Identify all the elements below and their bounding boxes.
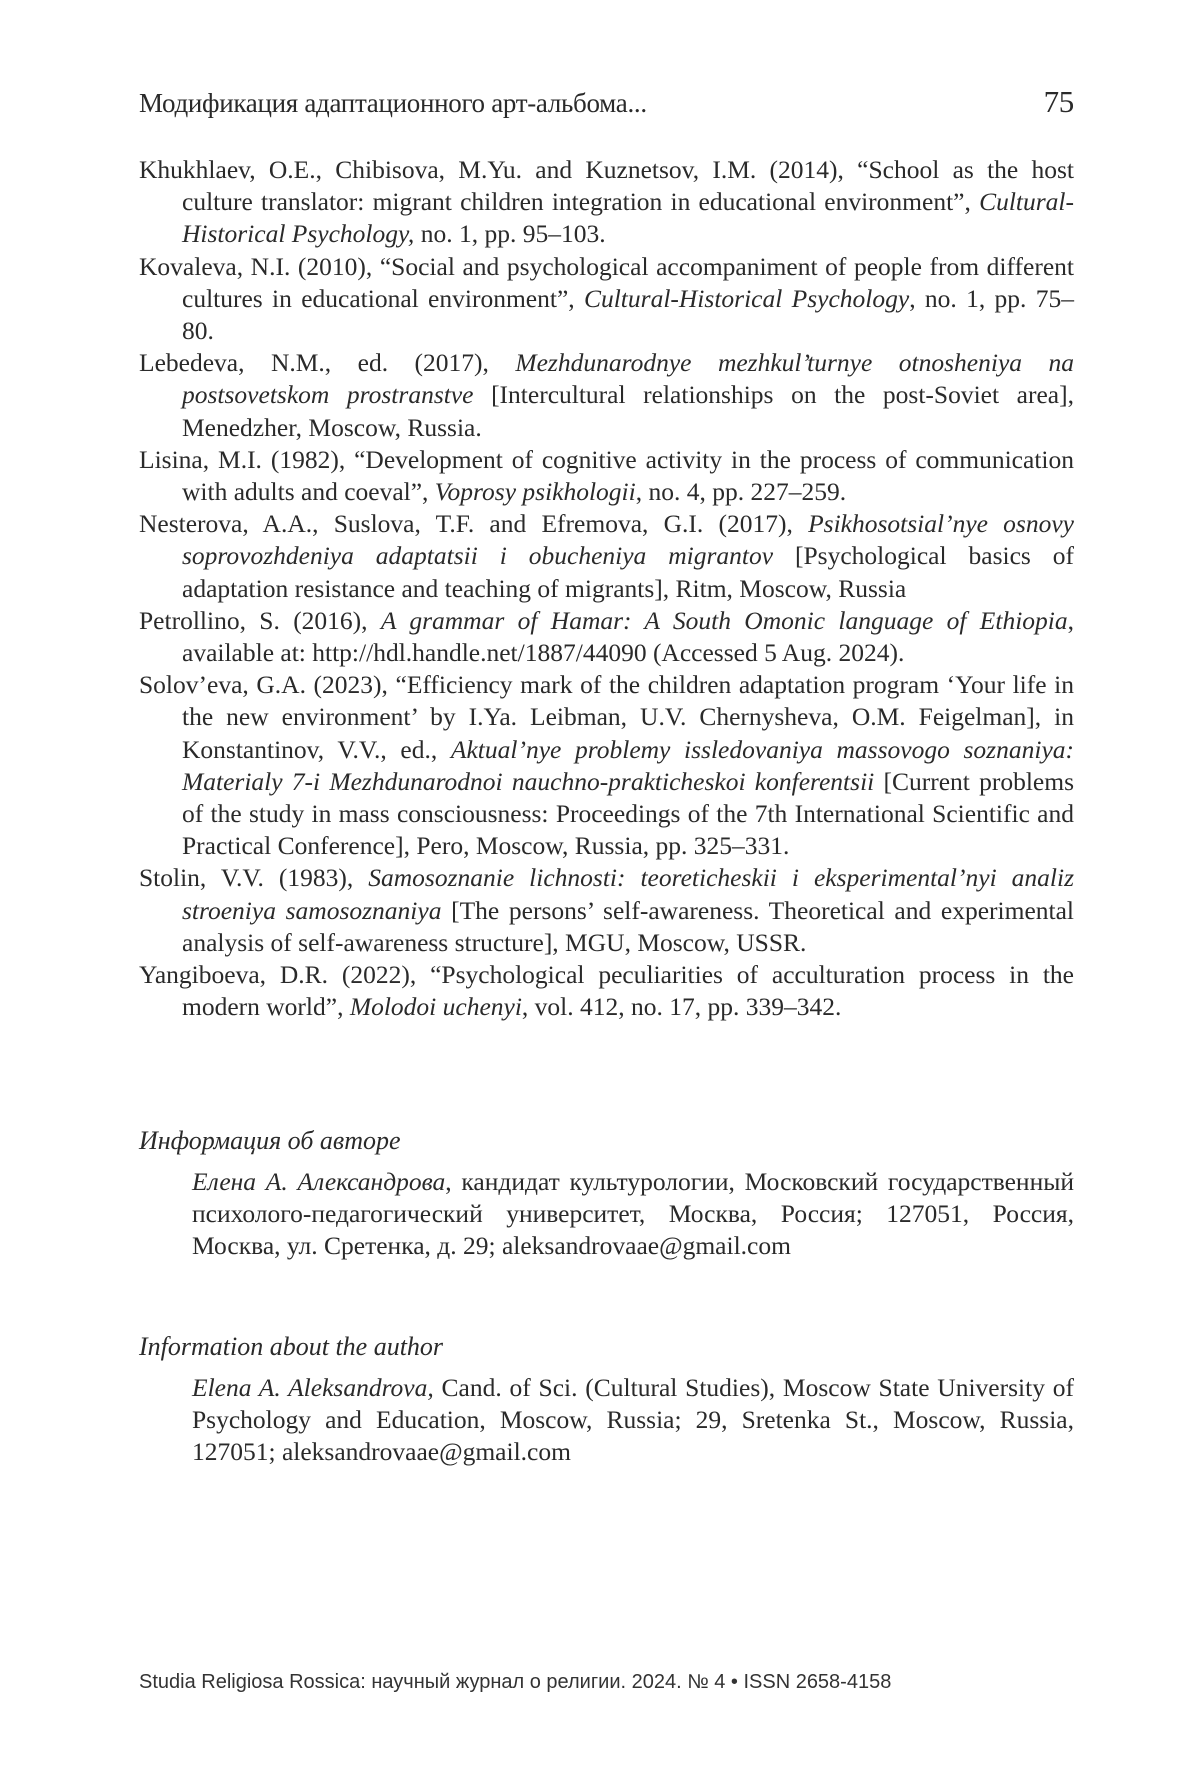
page-number: 75 xyxy=(1043,84,1074,119)
reference-source: Molodoi uchenyi xyxy=(349,992,522,1022)
running-title: Модификация адаптационного арт-альбома... xyxy=(139,88,647,118)
reference-item xyxy=(139,251,1074,348)
reference-source: Voprosy psikhologii xyxy=(434,477,636,507)
reference-text: , no. 1, pp. 75–80. xyxy=(182,283,1074,346)
reference-text: no. 1, pp. 95–103. xyxy=(414,219,606,249)
reference-item xyxy=(139,444,1074,508)
author-info-ru-title: Информация об авторе xyxy=(139,1126,401,1155)
reference-text: Petrollino, S. (2016), xyxy=(139,605,381,635)
reference-text: Lisina, M.I. (1982), “Development of cognitive activity in the process of communication with adults and coeval”, xyxy=(139,444,1074,507)
journal-footer: Studia Religiosa Rossica: научный журнал о религии. 2024. № 4 • ISSN 2658-4158 xyxy=(139,1671,892,1693)
author-name-en: Elena A. Aleksandrova, xyxy=(192,1373,434,1402)
reference-source: Mezhdunarodnye mezhkul’turnye otnosheniya na postsovetskom prostranstve xyxy=(182,348,1074,410)
reference-text: Nesterova, A.A., Suslova, T.F. and Efremova, G.I. (2017), xyxy=(139,509,809,539)
reference-text: Lebedeva, N.M., ed. (2017), xyxy=(139,348,516,378)
reference-item xyxy=(139,862,1074,959)
author-info-en xyxy=(192,1372,1074,1469)
reference-text: [Psychological basics of adaptation resistance and teaching of migrants], Ritm, Moscow, Russia xyxy=(182,541,1074,603)
reference-text: [Current problems of the study in mass consciousness: Proceedings of the 7th International Scientific and Practical Conference], Pero, Moscow, Russia, pp. 325–331. xyxy=(182,766,1074,861)
reference-text: Solov’eva, G.A. (2023), “Efficiency mark of the children adaptation program ‘Your life in the new environment’ by I.Ya. Leibman, U.V. Chernysheva, O.M. Feigelman], in Konstantinov, V.V., ed., xyxy=(139,670,1074,764)
running-header xyxy=(139,84,1074,120)
reference-item xyxy=(139,605,1074,669)
author-name-ru: Елена А. Александрова xyxy=(192,1167,446,1196)
author-details-ru: , кандидат культурологии, Московский государственный психолого-педагогический университет, Москва, Россия; 127051, Россия, Москва, ул. Сретенка, д. 29; aleksandrovaae@gmail.com xyxy=(192,1167,1075,1261)
reference-text: [Intercultural relationships on the post-Soviet area], Menedzher, Moscow, Russia. xyxy=(182,380,1074,442)
reference-text: Kovaleva, N.I. (2010), “Social and psychological accompaniment of people from different cultures in educational environment”, xyxy=(139,251,1074,313)
reference-source: Cultural-Historical Psychology xyxy=(583,283,910,313)
reference-source: Cultural-Historical Psychology, xyxy=(182,187,1074,249)
reference-item xyxy=(139,959,1074,1023)
references-list xyxy=(139,154,1074,1023)
reference-source: A grammar of Hamar: A South Omonic language of Ethiopia xyxy=(380,605,1068,635)
reference-item xyxy=(139,669,1074,862)
reference-text: , vol. 412, no. 17, pp. 339–342. xyxy=(521,992,842,1022)
reference-item xyxy=(139,154,1074,251)
reference-item xyxy=(139,508,1074,605)
reference-text: Khukhlaev, O.E., Chibisova, M.Yu. and Kuznetsov, I.M. (2014), “School as the host culture translator: migrant children integration in educational environment”, xyxy=(139,155,1074,217)
author-info-en-title: Information about the author xyxy=(139,1332,444,1361)
reference-item xyxy=(139,347,1074,444)
reference-text: , available at: http://hdl.handle.net/1887/44090 (Accessed 5 Aug. 2024). xyxy=(182,605,1074,668)
reference-text: Yangiboeva, D.R. (2022), “Psychological peculiarities of acculturation process in the modern world”, xyxy=(139,960,1074,1022)
reference-text: Stolin, V.V. (1983), xyxy=(139,863,369,893)
reference-text: [The persons’ self-awareness. Theoretical and experimental analysis of self-awareness structure], MGU, Moscow, USSR. xyxy=(182,895,1074,957)
reference-text: , no. 4, pp. 227–259. xyxy=(635,477,847,507)
reference-source: Psikhosotsial’nye osnovy soprovozhdeniya adaptatsii i obucheniya migrantov xyxy=(182,509,1074,571)
reference-source: Samosoznanie lichnosti: teoreticheskii i eksperimental’nyi analiz stroeniya samosoznaniya xyxy=(182,863,1075,925)
author-info-ru xyxy=(192,1166,1074,1263)
reference-source: Aktual’nye problemy issledovaniya massovogo soznaniya: Materialy 7-i Mezhdunarodnoi nauchno-prakticheskoi konferentsii xyxy=(182,734,1075,796)
author-details-en: Cand. of Sci. (Cultural Studies), Moscow State University of Psychology and Education, Moscow, Russia; 29, Sretenka St., Moscow, Russia, 127051; aleksandrovaae@gmail.com xyxy=(192,1373,1074,1467)
